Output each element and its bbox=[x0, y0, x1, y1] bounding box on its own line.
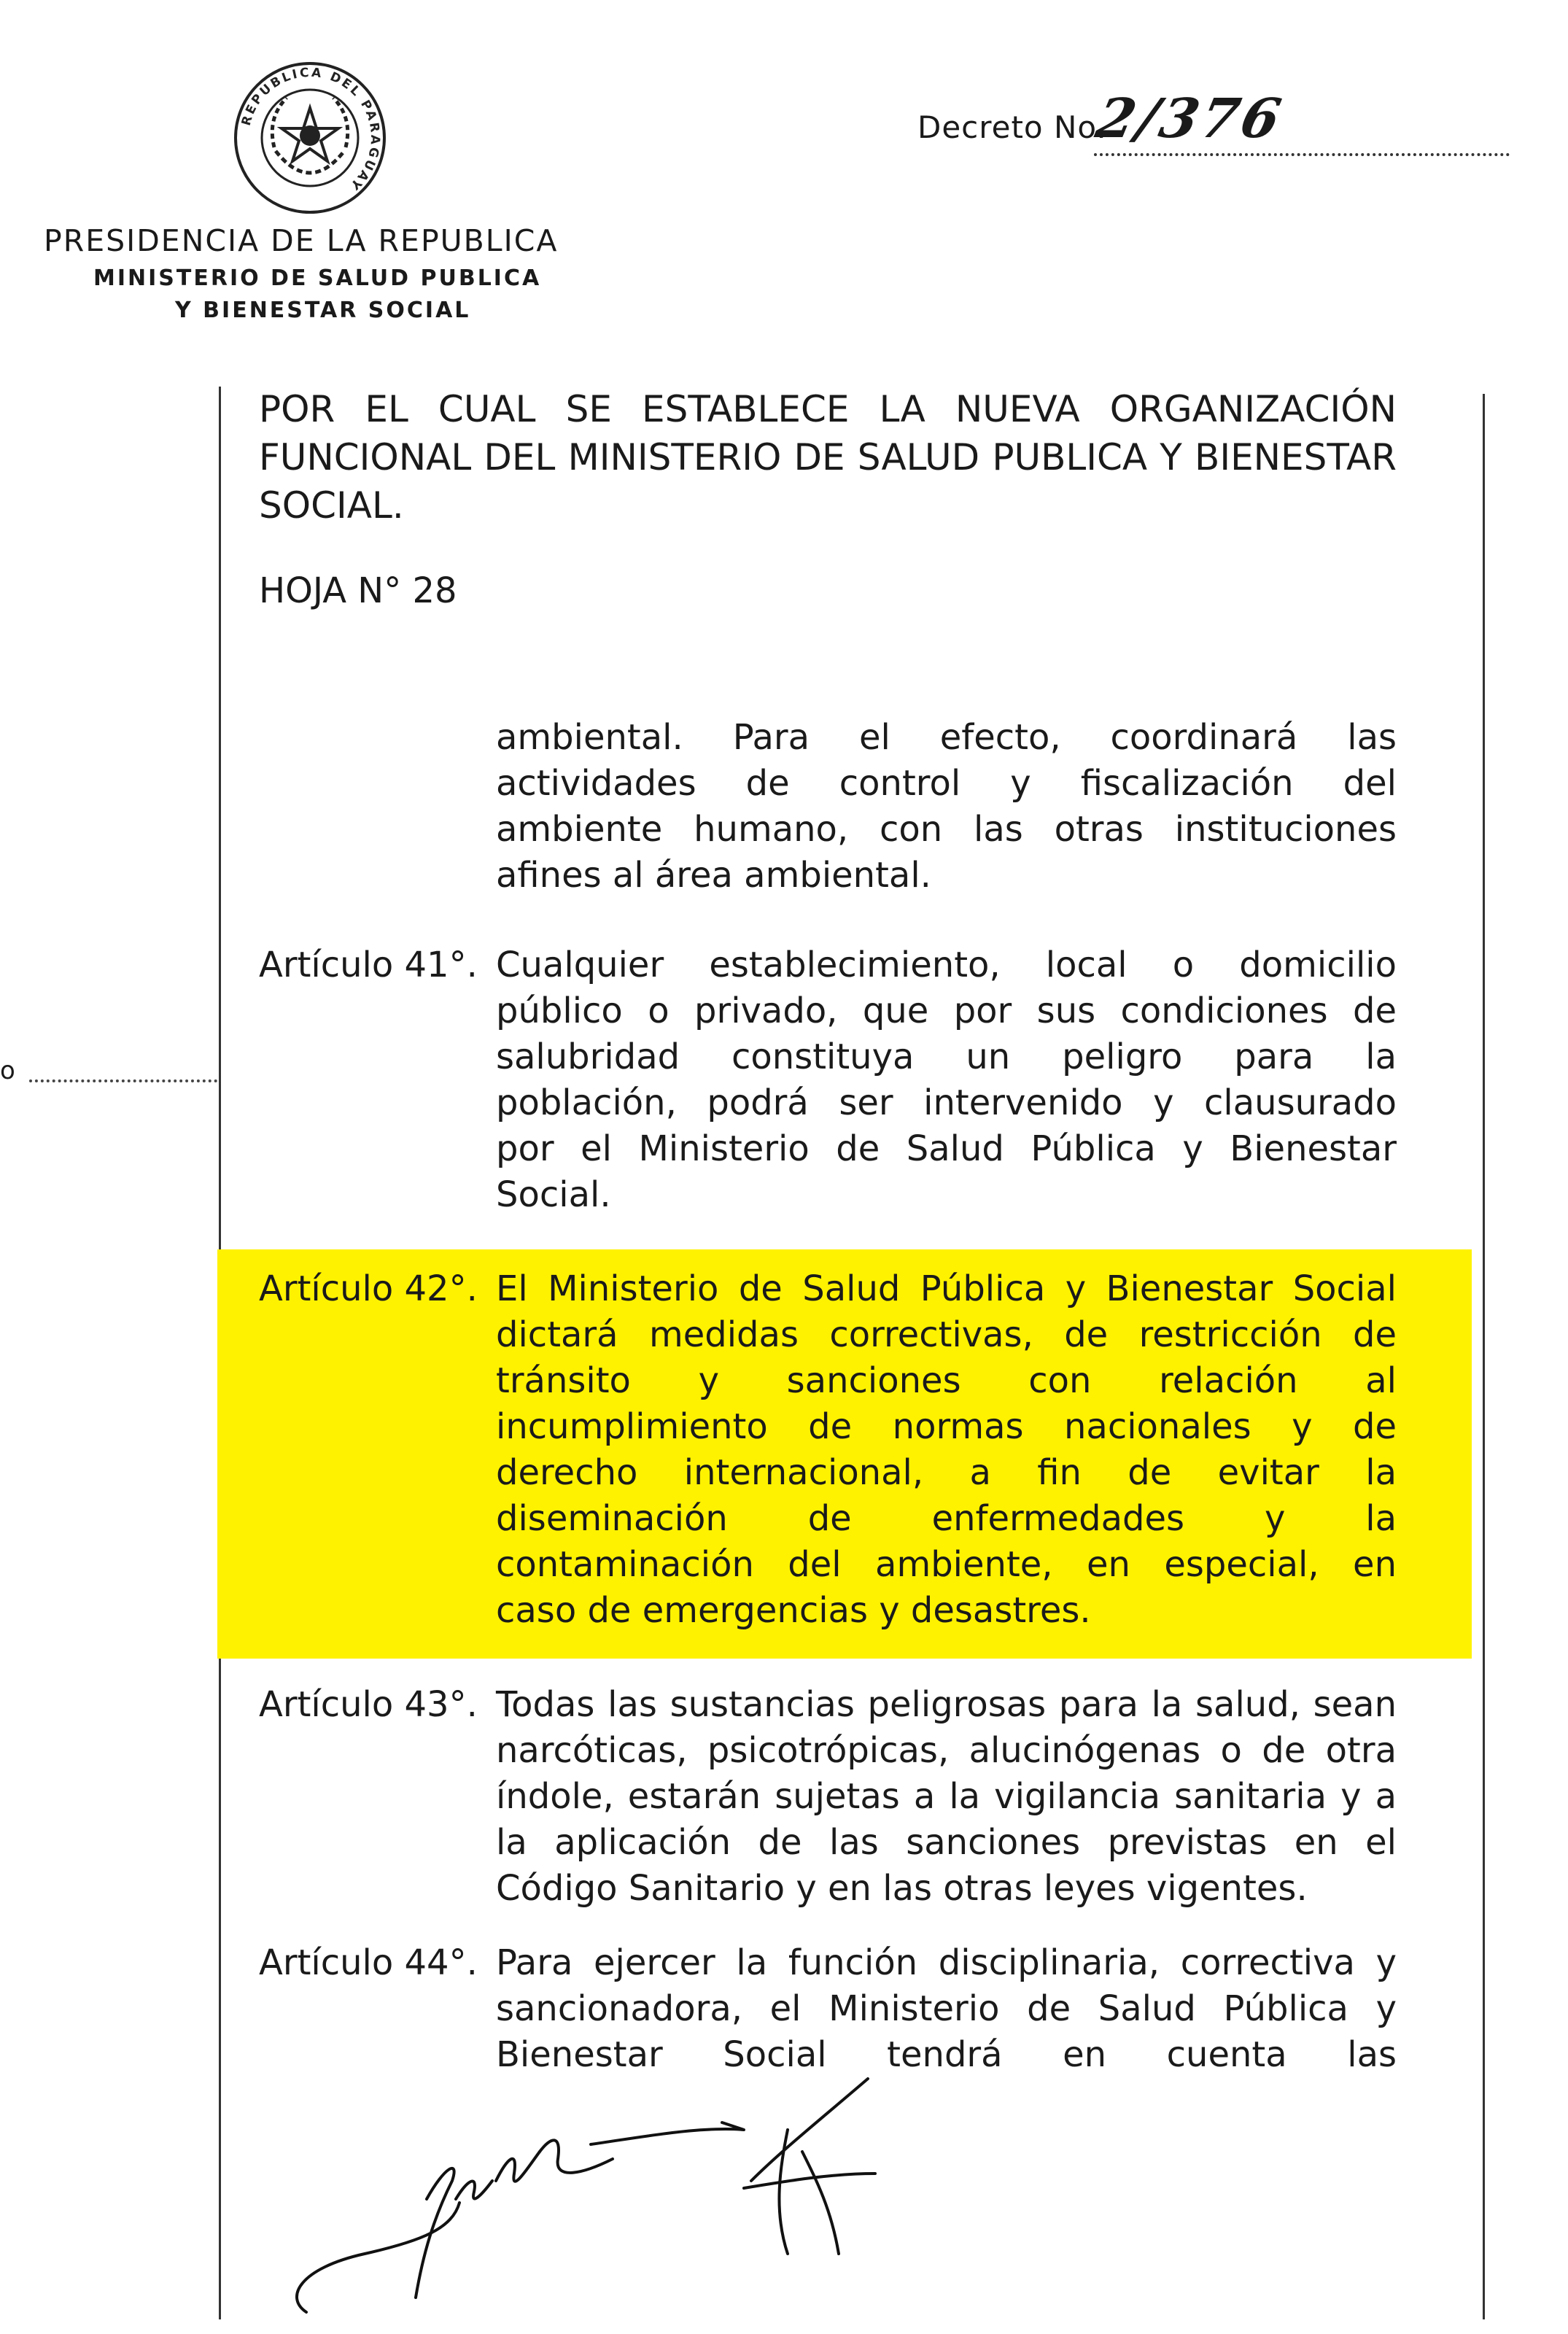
margin-mark: o bbox=[0, 1056, 15, 1085]
text-line: El Ministerio de Salud Pública y Bienestar Social bbox=[496, 1268, 1397, 1309]
article-41-heading: Artículo 41°. bbox=[259, 945, 478, 985]
svg-text:REPUBLICA DEL PARAGUAY: REPUBLICA DEL PARAGUAY bbox=[238, 65, 383, 194]
text-line: afines al área ambiental. bbox=[496, 855, 931, 896]
title-line: POR EL CUAL SE ESTABLECE LA NUEVA ORGANIZACIÓN bbox=[259, 388, 1397, 430]
article-41-body bbox=[496, 942, 1397, 1218]
ministry-heading-line2: Y BIENESTAR SOCIAL bbox=[175, 298, 471, 323]
decree-label: Decreto No. bbox=[917, 109, 1107, 145]
text-line: narcóticas, psicotrópicas, alucinógenas o de otra bbox=[496, 1730, 1397, 1771]
text-line: Cualquier establecimiento, local o domicilio bbox=[496, 945, 1397, 985]
right-margin-line bbox=[1483, 394, 1485, 2319]
title-line: FUNCIONAL DEL MINISTERIO DE SALUD PUBLICA Y BIENESTAR bbox=[259, 436, 1397, 478]
article-44-body bbox=[496, 1940, 1397, 2078]
ministry-heading-line1: MINISTERIO DE SALUD PUBLICA bbox=[93, 265, 542, 291]
text-line: caso de emergencias y desastres. bbox=[496, 1590, 1091, 1631]
text-line: Bienestar Social tendrá en cuenta las bbox=[496, 2034, 1397, 2075]
text-line: salubridad constituya un peligro para la bbox=[496, 1036, 1397, 1077]
decree-number: 2/376 bbox=[1090, 88, 1289, 150]
presidencia-heading: PRESIDENCIA DE LA REPUBLICA bbox=[44, 223, 559, 258]
article-43-heading: Artículo 43°. bbox=[259, 1684, 478, 1725]
article-42-heading: Artículo 42°. bbox=[259, 1268, 478, 1309]
article-44-heading: Artículo 44°. bbox=[259, 1942, 478, 1983]
text-line: Social. bbox=[496, 1174, 611, 1215]
text-line: diseminación de enfermedades y la bbox=[496, 1498, 1397, 1539]
text-line: actividades de control y fiscalización del bbox=[496, 763, 1397, 804]
text-line: dictará medidas correctivas, de restricción de bbox=[496, 1314, 1397, 1355]
margin-dotted-line bbox=[29, 1079, 217, 1082]
page-number: HOJA N° 28 bbox=[259, 570, 457, 611]
text-line: público o privado, que por sus condiciones de bbox=[496, 990, 1397, 1031]
text-line: la aplicación de las sanciones previstas en el bbox=[496, 1822, 1397, 1863]
article-43-body bbox=[496, 1682, 1397, 1912]
continuation-paragraph bbox=[496, 715, 1397, 899]
text-line: tránsito y sanciones con relación al bbox=[496, 1360, 1397, 1401]
handwritten-signature-icon bbox=[277, 2071, 934, 2319]
text-line: ambiental. Para el efecto, coordinará las bbox=[496, 717, 1397, 758]
text-line: derecho internacional, a fin de evitar la bbox=[496, 1452, 1397, 1493]
text-line: incumplimiento de normas nacionales y de bbox=[496, 1406, 1397, 1447]
text-line: sancionadora, el Ministerio de Salud Pública y bbox=[496, 1988, 1397, 2029]
document-title bbox=[259, 385, 1397, 530]
text-line: contaminación del ambiente, en especial, en bbox=[496, 1544, 1397, 1585]
article-42-body bbox=[496, 1266, 1397, 1634]
text-line: índole, estarán sujetas a la vigilancia sanitaria y a bbox=[496, 1776, 1397, 1817]
text-line: ambiente humano, con las otras instituciones bbox=[496, 809, 1397, 850]
title-line: SOCIAL. bbox=[259, 484, 404, 527]
text-line: Todas las sustancias peligrosas para la salud, sean bbox=[496, 1684, 1397, 1725]
text-line: por el Ministerio de Salud Pública y Bienestar bbox=[496, 1128, 1397, 1169]
decree-dotted-line bbox=[1094, 153, 1510, 156]
text-line: Para ejercer la función disciplinaria, correctiva y bbox=[496, 1942, 1397, 1983]
text-line: Código Sanitario y en las otras leyes vigentes. bbox=[496, 1868, 1308, 1909]
text-line: población, podrá ser intervenido y clausurado bbox=[496, 1082, 1397, 1123]
national-seal-icon bbox=[232, 60, 388, 216]
